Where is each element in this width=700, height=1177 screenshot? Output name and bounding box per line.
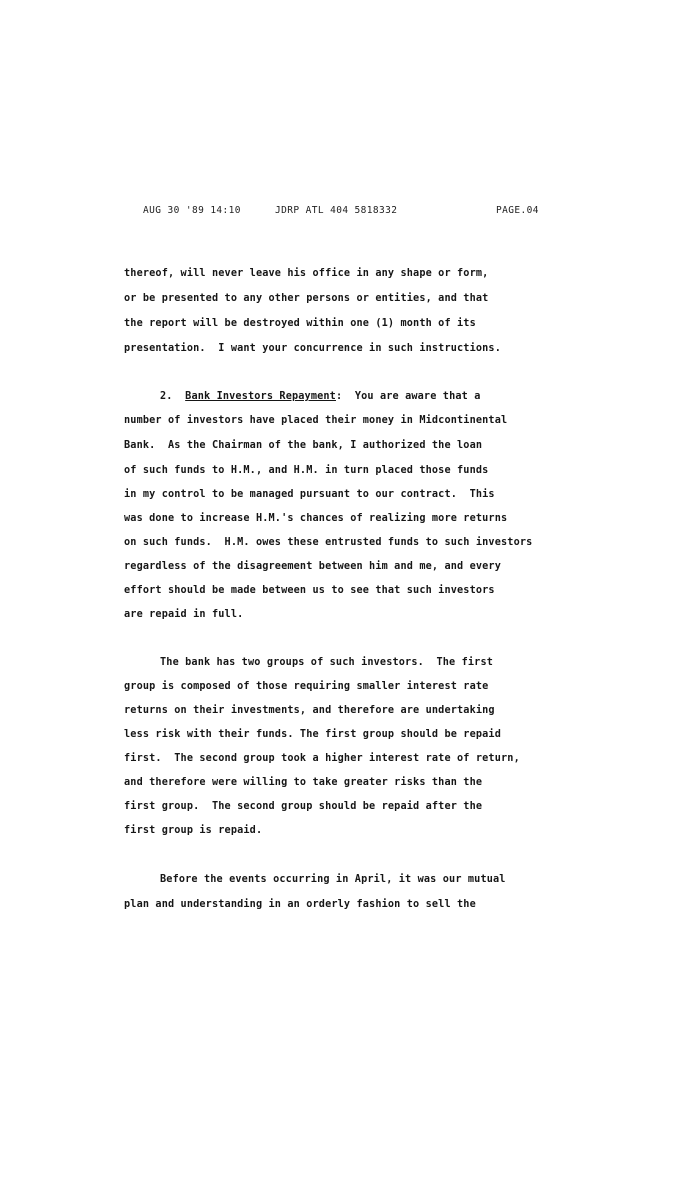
paragraph-2-line: effort should be made between us to see that such investors (124, 585, 495, 596)
paragraph-2-line: number of investors have placed their money in Midcontinental (124, 415, 508, 426)
fax-sender-id: JDRP ATL 404 5818332 (275, 205, 398, 216)
paragraph-1-line: thereof, will never leave his office in any shape or form, (124, 268, 489, 279)
paragraph-2-line: in my control to be managed pursuant to our contract. This (124, 489, 495, 500)
fax-page-number: PAGE.04 (496, 205, 539, 216)
paragraph-3-line: first. The second group took a higher interest rate of return, (124, 753, 520, 764)
paragraph-3-line: The bank has two groups of such investors. The first (160, 657, 494, 668)
fax-header (143, 205, 563, 221)
paragraph-2-first-line (160, 390, 481, 404)
paragraph-2-first-line-text: : You are aware that a (335, 391, 481, 402)
section-number: 2. (160, 391, 173, 402)
paragraph-3-line: and therefore were willing to take greater risks than the (124, 777, 483, 788)
paragraph-3-line: less risk with their funds. The first group should be repaid (124, 729, 502, 740)
paragraph-2-line: was done to increase H.M.'s chances of realizing more returns (124, 513, 508, 524)
paragraph-2-line: Bank. As the Chairman of the bank, I authorized the loan (124, 440, 483, 451)
paragraph-2-line: are repaid in full. (124, 609, 244, 620)
paragraph-1-line: or be presented to any other persons or entities, and that (124, 293, 489, 304)
paragraph-3-line: first group is repaid. (124, 825, 263, 836)
paragraph-1-line: presentation. I want your concurrence in such instructions. (124, 343, 502, 354)
paragraph-3-line: first group. The second group should be repaid after the (124, 801, 483, 812)
paragraph-3-line: group is composed of those requiring smaller interest rate (124, 681, 489, 692)
paragraph-1-line: the report will be destroyed within one (1) month of its (124, 318, 476, 329)
paragraph-4-line: plan and understanding in an orderly fashion to sell the (124, 899, 476, 910)
paragraph-2-line: regardless of the disagreement between him and me, and every (124, 561, 502, 572)
paragraph-4-line: Before the events occurring in April, it was our mutual (160, 874, 506, 885)
paragraph-2-line: of such funds to H.M., and H.M. in turn placed those funds (124, 465, 489, 476)
paragraph-2-line: on such funds. H.M. owes these entrusted funds to such investors (124, 537, 533, 548)
fax-date: AUG 30 '89 14:10 (143, 205, 241, 216)
paragraph-3-line: returns on their investments, and therefore are undertaking (124, 705, 495, 716)
section-heading: Bank Investors Repayment (185, 391, 336, 402)
